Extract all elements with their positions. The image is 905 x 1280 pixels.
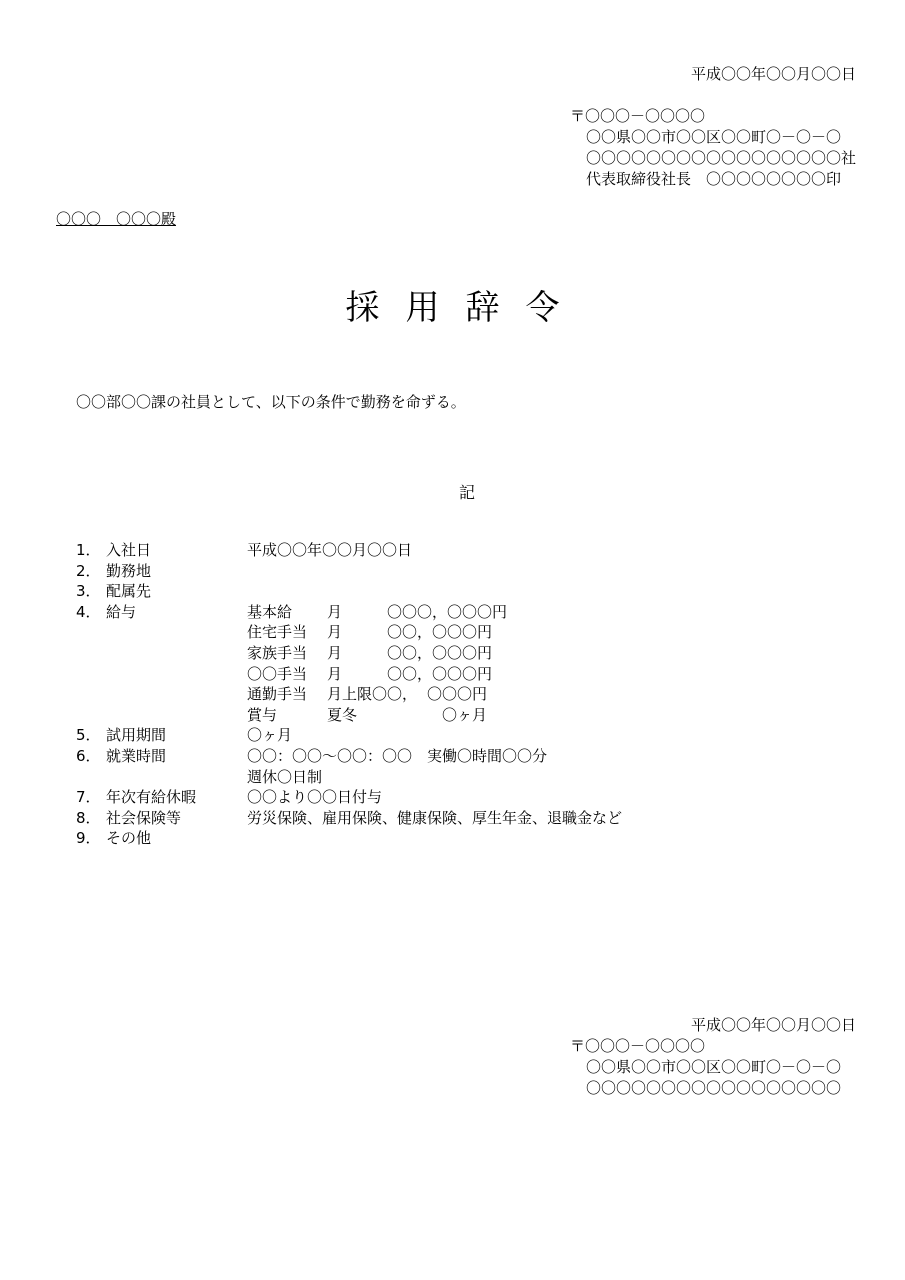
document-title: 採用辞令 <box>345 288 586 328</box>
salary-amount: 〇ヶ月 <box>441 705 487 724</box>
footer-address: 〇〇県〇〇市〇〇区〇〇町〇－〇－〇 <box>586 1058 842 1076</box>
item-number: 7． <box>76 788 101 807</box>
salary-period: 月 <box>327 602 343 621</box>
item-label: 給与 <box>106 602 137 621</box>
list-item <box>76 808 776 829</box>
sender-company: 〇〇〇〇〇〇〇〇〇〇〇〇〇〇〇〇〇社 <box>586 149 857 167</box>
item-label: 社会保険等 <box>106 808 182 827</box>
list-item <box>76 540 776 561</box>
item-label: 就業時間 <box>106 746 167 765</box>
footer-name: 〇〇〇〇〇〇〇〇〇〇〇〇〇〇〇〇〇 <box>586 1079 842 1097</box>
footer-address-block <box>570 1036 841 1099</box>
salary-amount: 〇〇〇円 <box>426 685 487 704</box>
salary-row <box>76 705 776 726</box>
item-label: 入社日 <box>106 541 152 559</box>
conditions-list <box>76 540 776 849</box>
statement: 〇〇部〇〇課の社員として、以下の条件で勤務を命ずる。 <box>76 393 466 411</box>
item-value: 〇〇：〇〇～〇〇：〇〇 実働〇時間〇〇分 <box>247 746 548 765</box>
salary-amount: 〇〇〇，〇〇〇円 <box>387 602 508 621</box>
item-value: 労災保険、雇用保険、健康保険、厚生年金、退職金など <box>247 808 623 827</box>
salary-item: 通勤手当 <box>247 685 308 704</box>
list-item <box>76 746 776 767</box>
sender-representative: 代表取締役社長 〇〇〇〇〇〇〇〇印 <box>586 170 842 188</box>
item-label: 年次有給休暇 <box>106 788 197 807</box>
salary-period: 月 <box>327 623 343 642</box>
salary-item: 住宅手当 <box>247 623 308 642</box>
list-item <box>76 561 776 582</box>
salary-period: 月上限〇〇， <box>327 685 418 704</box>
salary-period: 月 <box>327 643 343 662</box>
sender-block <box>570 106 856 190</box>
issue-date: 平成〇〇年〇〇月〇〇日 <box>690 65 856 83</box>
sender-postal: 〒〇〇〇－〇〇〇〇 <box>570 107 706 125</box>
salary-item: 〇〇手当 <box>247 664 308 683</box>
item-number: 5． <box>76 726 101 745</box>
item-number: 2． <box>76 561 101 580</box>
footer-date: 平成〇〇年〇〇月〇〇日 <box>690 1016 856 1034</box>
salary-item: 家族手当 <box>247 643 308 662</box>
item-value: 〇ヶ月 <box>247 726 293 745</box>
salary-row <box>76 622 776 643</box>
item-value: 平成〇〇年〇〇月〇〇日 <box>247 541 413 559</box>
salary-amount: 〇〇，〇〇〇円 <box>387 643 493 662</box>
list-item <box>76 602 776 623</box>
list-item <box>76 581 776 602</box>
item-number: 4． <box>76 602 101 621</box>
salary-item: 基本給 <box>247 602 293 621</box>
item-number: 1． <box>76 541 101 559</box>
salary-amount: 〇〇，〇〇〇円 <box>387 664 493 683</box>
item-label: その他 <box>106 829 152 848</box>
item-number: 8． <box>76 808 101 827</box>
salary-amount: 〇〇，〇〇〇円 <box>387 623 493 642</box>
salary-period: 月 <box>327 664 343 683</box>
sender-address: 〇〇県〇〇市〇〇区〇〇町〇－〇－〇 <box>586 128 842 146</box>
list-item <box>76 725 776 746</box>
ki-marker: 記 <box>458 483 475 502</box>
addressee: 〇〇〇 〇〇〇殿 <box>56 210 177 228</box>
list-item <box>76 787 776 808</box>
salary-period: 夏冬 <box>327 705 358 724</box>
salary-row <box>76 643 776 664</box>
salary-row <box>76 684 776 705</box>
list-item <box>76 767 776 788</box>
item-number: 6． <box>76 746 101 765</box>
item-label: 配属先 <box>106 582 152 601</box>
item-value: 〇〇より〇〇日付与 <box>247 788 383 807</box>
footer-postal: 〒〇〇〇－〇〇〇〇 <box>570 1037 706 1055</box>
item-value: 週休〇日制 <box>247 767 323 786</box>
salary-row <box>76 664 776 685</box>
item-label: 試用期間 <box>106 726 167 745</box>
salary-item: 賞与 <box>247 705 278 724</box>
item-number: 3． <box>76 582 101 601</box>
list-item <box>76 828 776 849</box>
item-number: 9． <box>76 829 101 848</box>
item-label: 勤務地 <box>106 561 152 580</box>
